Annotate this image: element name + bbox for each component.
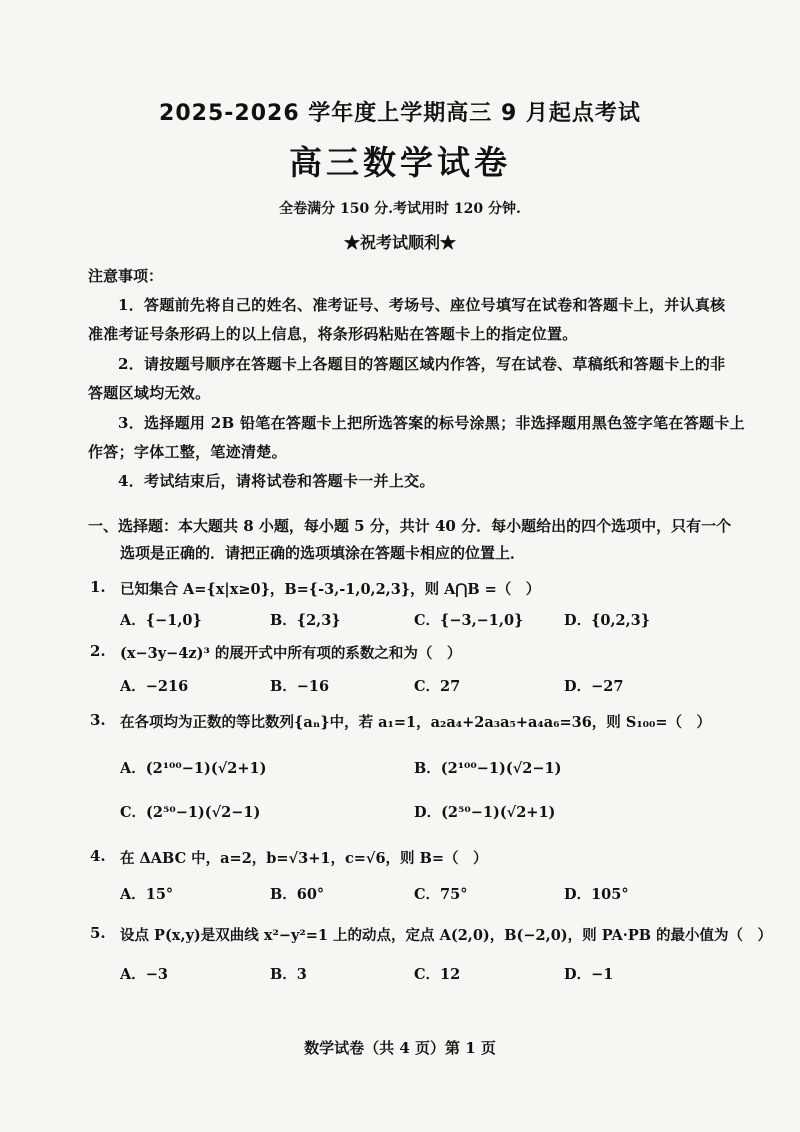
question-1-option-c: C．{−3,−1,0} — [414, 612, 524, 629]
question-5-option-d: D．−1 — [564, 966, 614, 983]
question-4-option-b: B．60° — [270, 886, 325, 903]
question-3-stem: 在各项均为正数的等比数列{aₙ}中，若 a₁=1，a₂a₄+2a₃a₅+a₄a₆=36，则 S₁₀₀=（ ） — [120, 714, 712, 731]
note-2-line-1: 2．请按题号顺序在答题卡上各题目的答题区域内作答，写在试卷、草稿纸和答题卡上的非 — [118, 355, 726, 373]
section-instructions-line-1: 一、选择题：本大题共 8 小题，每小题 5 分，共计 40 分．每小题给出的四个选项中，只有一个 — [88, 517, 732, 535]
question-4-number: 4. — [90, 847, 106, 865]
note-4: 4．考试结束后，请将试卷和答题卡一并上交。 — [118, 472, 435, 490]
question-1-stem: 已知集合 A={x|x≥0}，B={-3,-1,0,2,3}，则 A⋂B =（ ） — [120, 581, 541, 598]
question-3-option-c: C．(2⁵⁰−1)(√2−1) — [120, 804, 261, 821]
paper-title: 高三数学试卷 — [289, 143, 511, 182]
page-footer: 数学试卷（共 4 页）第 1 页 — [304, 1039, 496, 1057]
notes-title: 注意事项： — [88, 267, 164, 285]
question-5-option-a: A．−3 — [120, 966, 168, 983]
question-2-option-a: A．−216 — [120, 678, 189, 695]
exam-title: 2025-2026 学年度上学期高三 9 月起点考试 — [159, 101, 641, 126]
question-1-option-b: B．{2,3} — [270, 612, 341, 629]
question-5-number: 5. — [90, 924, 106, 942]
note-2-line-2: 答题区域均无效。 — [88, 384, 211, 402]
question-3-option-d: D．(2⁵⁰−1)(√2+1) — [414, 804, 556, 821]
question-2-stem: (x−3y−4z)³ 的展开式中所有项的系数之和为（ ） — [120, 645, 462, 662]
question-2-option-d: D．−27 — [564, 678, 624, 695]
question-2-number: 2. — [90, 642, 106, 660]
section-instructions-line-2: 选项是正确的．请把正确的选项填涂在答题卡相应的位置上． — [120, 544, 526, 562]
question-5-option-c: C．12 — [414, 966, 461, 983]
question-4-option-a: A．15° — [120, 886, 174, 903]
question-1-option-d: D．{0,2,3} — [564, 612, 651, 629]
question-2-option-b: B．−16 — [270, 678, 330, 695]
question-5-stem: 设点 P(x,y)是双曲线 x²−y²=1 上的动点，定点 A(2,0)，B(−2,0)，则 PA·PB 的最小值为（ ） — [120, 927, 773, 944]
note-1-line-1: 1．答题前先将自己的姓名、准考证号、考场号、座位号填写在试卷和答题卡上，并认真核 — [118, 296, 726, 314]
question-2-option-c: C．27 — [414, 678, 461, 695]
note-1-line-2: 准准考证号条形码上的以上信息，将条形码粘贴在答题卡上的指定位置。 — [88, 325, 578, 343]
question-1-option-a: A．{−1,0} — [120, 612, 202, 629]
question-3-number: 3. — [90, 711, 106, 729]
question-5-option-b: B．3 — [270, 966, 307, 983]
question-3-option-a: A．(2¹⁰⁰−1)(√2+1) — [120, 760, 267, 777]
question-3-option-b: B．(2¹⁰⁰−1)(√2−1) — [414, 760, 562, 777]
good-luck-wish: ★祝考试顺利★ — [343, 233, 456, 252]
note-3-line-2: 作答；字体工整，笔迹清楚。 — [88, 443, 287, 461]
question-1-number: 1. — [90, 578, 106, 596]
exam-info: 全卷满分 150 分.考试用时 120 分钟. — [279, 201, 521, 217]
question-4-stem: 在 ΔABC 中，a=2，b=√3+1，c=√6，则 B=（ ） — [120, 850, 488, 867]
note-3-line-1: 3．选择题用 2B 铅笔在答题卡上把所选答案的标号涂黑；非选择题用黑色签字笔在答题卡上 — [118, 414, 745, 432]
question-4-option-d: D．105° — [564, 886, 629, 903]
question-4-option-c: C．75° — [414, 886, 468, 903]
